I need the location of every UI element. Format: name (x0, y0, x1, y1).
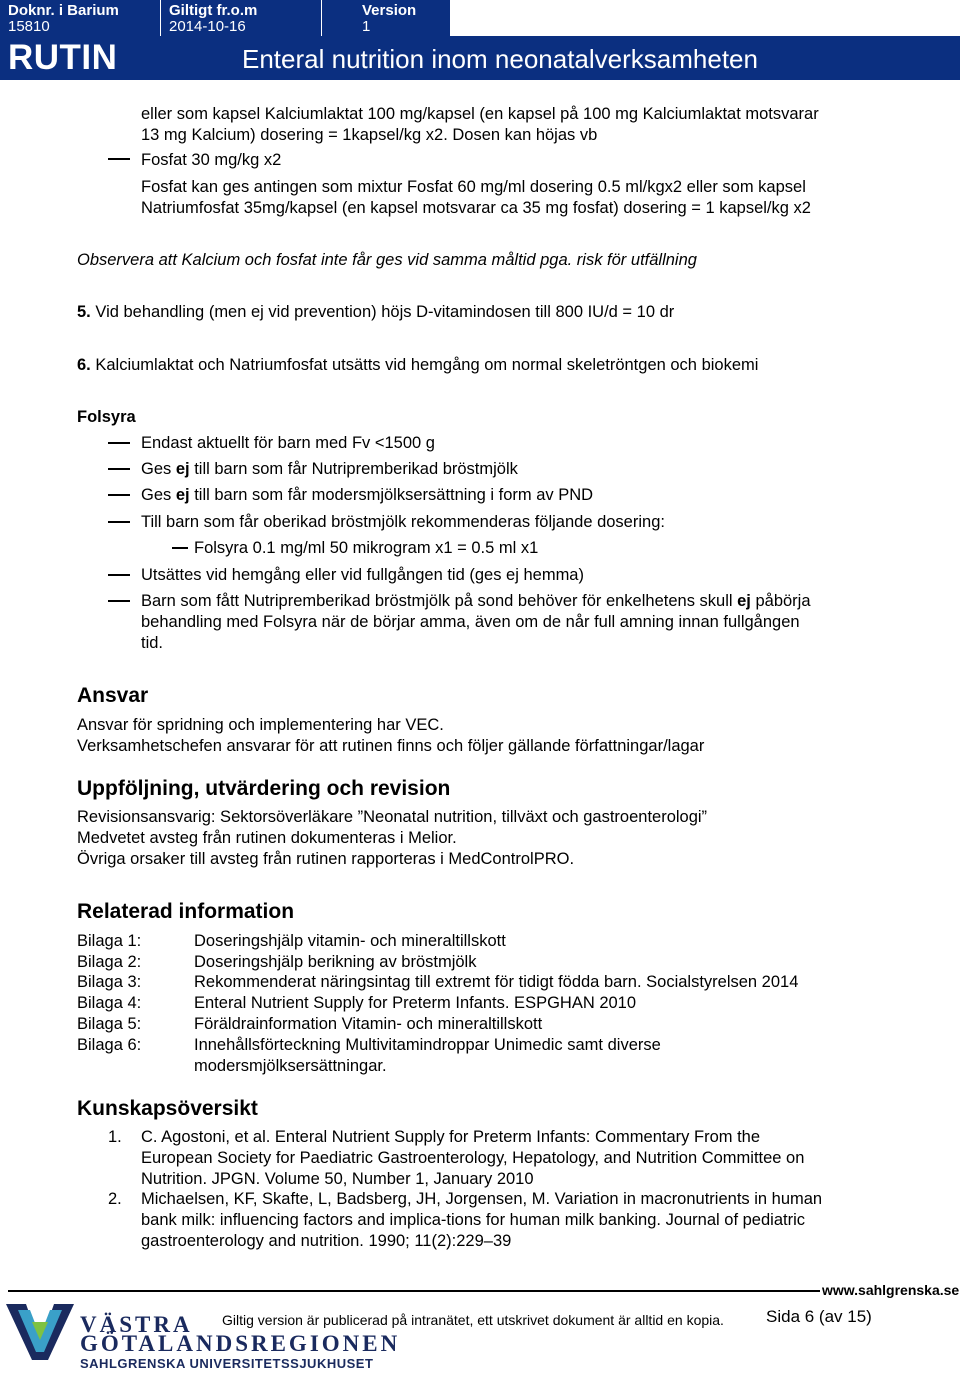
ref-1-line-1: C. Agostoni, et al. Enteral Nutrient Supply for Preterm Infants: Commentary From the (141, 1128, 761, 1146)
bold-span: ej (737, 592, 751, 610)
document-header (0, 0, 960, 80)
uppfoljning-line-2: Medvetet avsteg från rutinen dokumenteras i Melior. (77, 829, 457, 847)
document-type: RUTIN (8, 38, 118, 77)
text-span: till barn som får Nutripremberikad bröstmjölk (189, 460, 518, 478)
dash-bullet (108, 600, 130, 602)
bilaga-label: Bilaga 4: (77, 994, 142, 1012)
item-6-text: Kalciumlaktat och Natriumfosfat utsätts vid hemgång om normal skeletröntgen och biokemi (95, 356, 759, 374)
logo-line-1: VÄSTRA (80, 1312, 193, 1337)
folsyra-bullet-4: Till barn som får oberikad bröstmjölk rekommenderas följande dosering: (141, 513, 665, 531)
intro-line-2: 13 mg Kalcium) dosering = 1kapsel/kg x2. Dosen kan höjas vb (141, 126, 598, 144)
ref-number: 2. (108, 1190, 122, 1208)
item-6 (77, 355, 758, 375)
bilaga-text: Enteral Nutrient Supply for Preterm Infants. ESPGHAN 2010 (194, 994, 637, 1012)
ansvar-heading: Ansvar (77, 684, 149, 707)
vgr-logo-icon (4, 1300, 76, 1364)
item-5-text: Vid behandling (men ej vid prevention) höjs D-vitamindosen till 800 IU/d = 10 dr (95, 303, 675, 321)
ref-2-line-1: Michaelsen, KF, Skafte, L, Badsberg, JH, Jorgensen, M. Variation in macronutrients in human (141, 1190, 823, 1208)
dash-bullet (172, 547, 188, 549)
bilaga-label: Bilaga 3: (77, 973, 142, 991)
bilaga-label: Bilaga 2: (77, 953, 142, 971)
logo-line-3: SAHLGRENSKA UNIVERSITETSSJUKHUSET (80, 1356, 374, 1371)
ref-1-line-2: European Society for Paediatric Gastroenterology, Hepatology, and Nutrition Committee on (141, 1149, 805, 1167)
ansvar-line-2: Verksamhetschefen ansvarar för att rutinen finns och följer gällande författningar/lagar (77, 737, 705, 755)
intro-line-1: eller som kapsel Kalciumlaktat 100 mg/kapsel (en kapsel på 100 mg Kalciumlaktat motsvarar (141, 105, 819, 123)
folsyra-bullet-6-line-3: tid. (141, 634, 164, 652)
ref-1-line-3: Nutrition. JPGN. Volume 50, Number 1, January 2010 (141, 1170, 534, 1188)
bilaga-text: Innehållsförteckning Multivitamindroppar Unimedic samt diverse (194, 1036, 661, 1054)
footer-divider (8, 1290, 820, 1292)
document-title: Enteral nutrition inom neonatalverksamheten (242, 44, 758, 74)
item-6-number: 6. (77, 356, 91, 374)
bilaga-text: Föräldrainformation Vitamin- och mineraltillskott (194, 1015, 543, 1033)
bilaga-text: Doseringshjälp berikning av bröstmjölk (194, 953, 477, 971)
folsyra-bullet-3 (141, 485, 593, 505)
uppfoljning-line-3: Övriga orsaker till avsteg från rutinen rapporteras i MedControlPRO. (77, 850, 575, 868)
bilaga-label: Bilaga 6: (77, 1036, 142, 1054)
giltigt-value: 2014-10-16 (169, 18, 246, 35)
page-number: Sida 6 (av 15) (766, 1307, 872, 1326)
text-span: Barn som fått Nutripremberikad bröstmjölk på sond behöver för enkelhetens skull (141, 592, 738, 610)
text-span: till barn som får modersmjölksersättning i form av PND (189, 486, 594, 504)
version-cell (322, 0, 451, 36)
bilaga-label: Bilaga 5: (77, 1015, 142, 1033)
relaterad-heading: Relaterad information (77, 900, 295, 923)
version-value: 1 (362, 18, 371, 35)
doknr-cell (0, 0, 161, 36)
giltigt-label: Giltigt fr.o.m (169, 2, 258, 19)
bilaga-6-continued: modersmjölksersättningar. (194, 1057, 387, 1075)
bold-span: ej (175, 460, 190, 478)
ansvar-line-1: Ansvar för spridning och implementering har VEC. (77, 716, 444, 734)
bold-span: ej (175, 486, 190, 504)
folsyra-bullet-5: Utsättes vid hemgång eller vid fullgången tid (ges ej hemma) (141, 566, 584, 584)
item-5 (77, 302, 674, 322)
uppfoljning-line-1: Revisionsansvarig: Sektorsöverläkare ”Neonatal nutrition, tillväxt och gastroenterologi” (77, 808, 708, 826)
text-span: påbörja (750, 592, 811, 610)
fosfat-bullet: Fosfat 30 mg/kg x2 (141, 151, 282, 169)
fosfat-line-2: Natriumfosfat 35mg/kapsel (en kapsel motsvarar ca 35 mg fosfat) dosering = 1 kapsel/kg x2 (141, 199, 811, 217)
logo-line-2: GÖTALANDSREGIONEN (80, 1331, 401, 1356)
folsyra-sub-bullet: Folsyra 0.1 mg/ml 50 mikrogram x1 = 0.5 ml x1 (194, 539, 539, 557)
website-url: www.sahlgrenska.se (822, 1282, 960, 1298)
dash-bullet (108, 468, 130, 470)
bilaga-text: Rekommenderat näringsintag till extremt för tidigt födda barn. Socialstyrelsen 2014 (194, 973, 799, 991)
uppfoljning-heading: Uppföljning, utvärdering och revision (77, 777, 451, 800)
validity-notice: Giltig version är publicerad på intranätet, ett utskrivet dokument är alltid en kopia. (222, 1312, 724, 1328)
dash-bullet (108, 521, 130, 523)
dash-bullet (108, 574, 130, 576)
dash-bullet (108, 158, 130, 160)
dash-bullet (108, 442, 130, 444)
kunskap-heading: Kunskapsöversikt (77, 1097, 258, 1120)
giltigt-cell (161, 0, 322, 36)
text-span: Ges (141, 460, 176, 478)
title-band (0, 36, 960, 80)
bilaga-text: Doseringshjälp vitamin- och mineraltillskott (194, 932, 506, 950)
dash-bullet (108, 494, 130, 496)
version-label: Version (362, 2, 417, 19)
folsyra-bullet-2 (141, 459, 518, 479)
folsyra-heading: Folsyra (77, 408, 136, 426)
bilaga-label: Bilaga 1: (77, 932, 142, 950)
observera-note: Observera att Kalcium och fosfat inte får ges vid samma måltid pga. risk för utfällning (77, 251, 697, 269)
doknr-label: Doknr. i Barium (8, 2, 119, 19)
item-5-number: 5. (77, 303, 91, 321)
doknr-value: 15810 (8, 18, 50, 35)
ref-number: 1. (108, 1128, 122, 1146)
folsyra-bullet-1: Endast aktuellt för barn med Fv <1500 g (141, 434, 435, 452)
ref-2-line-3: gastroenterology and nutrition. 1990; 11(2):229–39 (141, 1232, 512, 1250)
folsyra-bullet-6-line-1 (141, 591, 811, 611)
text-span: Ges (141, 486, 176, 504)
ref-2-line-2: bank milk: influencing factors and implica-tions for human milk banking. Journal of pediatric (141, 1211, 805, 1229)
fosfat-line-1: Fosfat kan ges antingen som mixtur Fosfat 60 mg/ml dosering 0.5 ml/kgx2 eller som kapsel (141, 178, 806, 196)
folsyra-bullet-6-line-2: behandling med Folsyra när de börjar amma, även om de når full amning innan fullgången (141, 613, 800, 631)
